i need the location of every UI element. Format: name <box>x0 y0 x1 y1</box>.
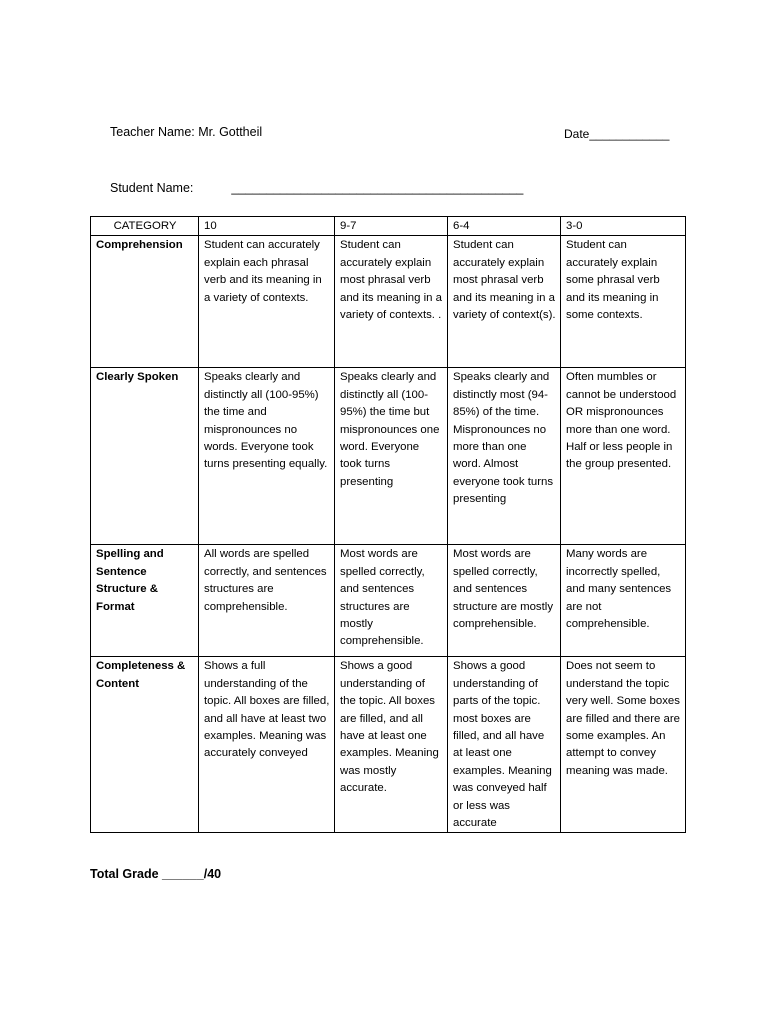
criteria-cell: Student can accurately explain most phrasal verb and its meaning in a variety of context(s). <box>448 236 561 368</box>
header-score-3-0: 3-0 <box>561 217 686 236</box>
student-name-line <box>110 180 523 196</box>
criteria-cell: Most words are spelled correctly, and sentences structure are mostly comprehensible. <box>448 545 561 657</box>
category-cell: Completeness & Content <box>91 657 199 833</box>
table-header-row <box>91 217 686 236</box>
criteria-cell: Student can accurately explain most phrasal verb and its meaning in a variety of contexts. . <box>335 236 448 368</box>
rubric-table <box>90 216 686 833</box>
category-cell: Comprehension <box>91 236 199 368</box>
criteria-cell: Often mumbles or cannot be understood OR mispronounces more than one word. Half or less people in the group presented. <box>561 368 686 545</box>
student-name-label: Student Name: <box>110 181 194 195</box>
criteria-cell: All words are spelled correctly, and sentences structures are comprehensible. <box>199 545 335 657</box>
criteria-cell: Speaks clearly and distinctly most (94-85%) of the time. Mispronounces no more than one word. Almost everyone took turns presenting <box>448 368 561 545</box>
criteria-cell: Shows a good understanding of the topic. All boxes are filled, and all have at least one examples. Meaning was mostly accurate. <box>335 657 448 833</box>
criteria-cell: Most words are spelled correctly, and sentences structures are mostly comprehensible. <box>335 545 448 657</box>
criteria-cell: Speaks clearly and distinctly all (100-95%) the time but mispronounces one word. Everyone took turns presenting <box>335 368 448 545</box>
criteria-cell: Does not seem to understand the topic very well. Some boxes are filled and there are some examples. An attempt to convey meaning was made. <box>561 657 686 833</box>
header-score-9-7: 9-7 <box>335 217 448 236</box>
table-row <box>91 657 686 833</box>
criteria-cell: Speaks clearly and distinctly all (100-95%) the time and mispronounces no words. Everyone took turns presenting equally. <box>199 368 335 545</box>
category-cell: Clearly Spoken <box>91 368 199 545</box>
criteria-cell: Student can accurately explain some phrasal verb and its meaning in some contexts. <box>561 236 686 368</box>
table-row <box>91 368 686 545</box>
header-score-6-4: 6-4 <box>448 217 561 236</box>
criteria-cell: Student can accurately explain each phrasal verb and its meaning in a variety of contexts. <box>199 236 335 368</box>
student-name-blank: __________________________________________ <box>231 181 524 195</box>
criteria-cell: Many words are incorrectly spelled, and many sentences are not comprehensible. <box>561 545 686 657</box>
total-grade: Total Grade ______/40 <box>90 867 222 881</box>
header-score-10: 10 <box>199 217 335 236</box>
table-row <box>91 236 686 368</box>
teacher-name: Teacher Name: Mr. Gottheil <box>110 125 263 139</box>
table-row <box>91 545 686 657</box>
date-field: Date____________ <box>564 127 670 141</box>
category-cell: Spelling and Sentence Structure & Format <box>91 545 199 657</box>
header-category: CATEGORY <box>91 217 199 236</box>
criteria-cell: Shows a good understanding of parts of the topic. most boxes are filled, and all have at least one examples. Meaning was conveyed half or less was accurate <box>448 657 561 833</box>
criteria-cell: Shows a full understanding of the topic. All boxes are filled, and all have at least two examples. Meaning was accurately conveyed <box>199 657 335 833</box>
